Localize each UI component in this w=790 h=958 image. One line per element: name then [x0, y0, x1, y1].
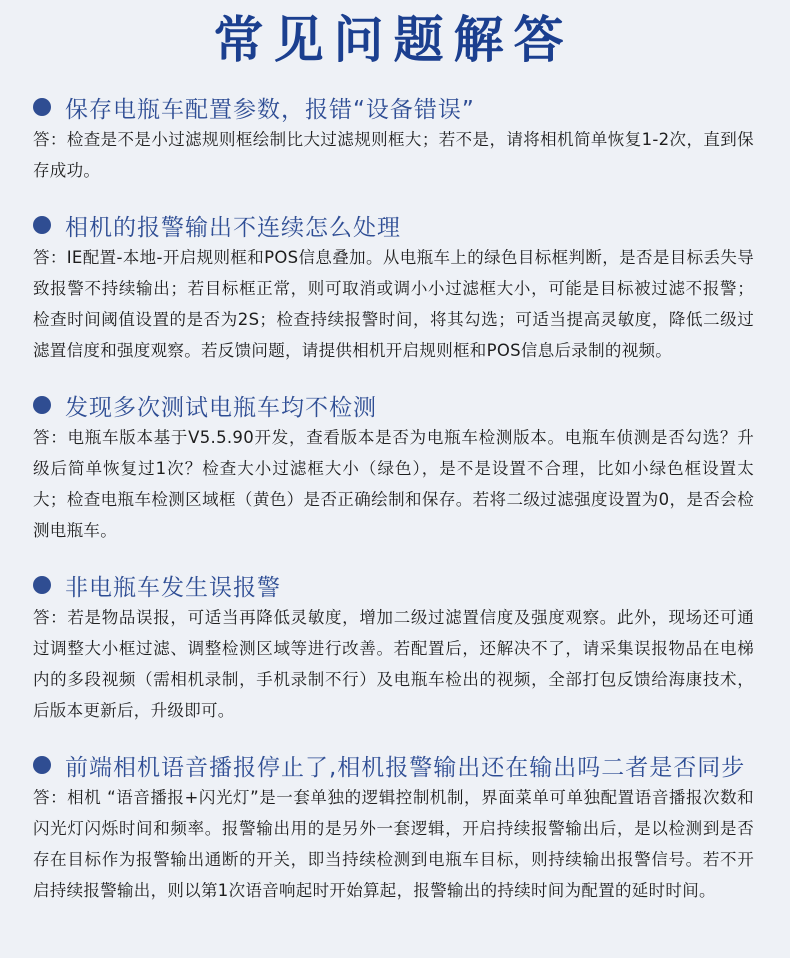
faq-question-row	[33, 90, 754, 124]
faq-item	[33, 388, 754, 546]
faq-answer-text: 电瓶车版本基于V5.5.90开发，查看版本是否为电瓶车检测版本。电瓶车侦测是否勾选？升级后简单恢复过1次？检查大小过滤框大小（绿色），是不是设置不合理，比如小绿色框设置太大；检查电瓶车检测区域框（黄色）是否正确绘制和保存。若将二级过滤强度设置为0，是否会检测电瓶车。	[33, 428, 754, 540]
bullet-dot-icon	[33, 396, 51, 414]
answer-prefix: 答：	[33, 608, 68, 627]
faq-answer-text: IE配置-本地-开启规则框和POS信息叠加。从电瓶车上的绿色目标框判断，是否是目标丢失导致报警不持续输出；若目标框正常，则可取消或调小小过滤框大小，可能是目标被过滤不报警；检查时间阈值设置的是否为2S；检查持续报警时间，将其勾选；可适当提高灵敏度，降低二级过滤置信度和强度观察。若反馈问题，请提供相机开启规则框和POS信息后录制的视频。	[33, 248, 754, 360]
faq-answer-text: 检查是不是小过滤规则框绘制比大过滤规则框大；若不是，请将相机简单恢复1-2次，直到保存成功。	[33, 130, 754, 180]
faq-question: 相机的报警输出不连续怎么处理	[65, 214, 401, 241]
faq-answer	[33, 124, 754, 186]
faq-answer-text: 若是物品误报，可适当再降低灵敏度，增加二级过滤置信度及强度观察。此外，现场还可通过调整大小框过滤、调整检测区域等进行改善。若配置后，还解决不了，请采集误报物品在电梯内的多段视频（需相机录制，手机录制不行）及电瓶车检出的视频，全部打包反馈给海康技术，后版本更新后，升级即可。	[33, 608, 754, 720]
answer-prefix: 答：	[33, 248, 67, 267]
faq-question: 前端相机语音播报停止了,相机报警输出还在输出吗二者是否同步	[65, 754, 746, 781]
bullet-dot-icon	[33, 216, 51, 234]
faq-item	[33, 90, 754, 186]
faq-question: 保存电瓶车配置参数，报错“设备错误”	[65, 96, 475, 123]
faq-item	[33, 568, 754, 726]
answer-prefix: 答：	[33, 130, 67, 149]
faq-question-row	[33, 568, 754, 602]
faq-item	[33, 208, 754, 366]
faq-answer	[33, 602, 754, 726]
faq-answer-text: 相机 “语音播报+闪光灯”是一套单独的逻辑控制机制，界面菜单可单独配置语音播报次数和闪光灯闪烁时间和频率。报警输出用的是另外一套逻辑，开启持续报警输出后，是以检测到是否存在目标作为报警输出通断的开关，即当持续检测到电瓶车目标，则持续输出报警信号。若不开启持续报警输出，则以第1次语音响起时开始算起，报警输出的持续时间为配置的延时时间。	[33, 788, 754, 900]
bullet-dot-icon	[33, 756, 51, 774]
faq-item	[33, 748, 754, 906]
page-title: 常见问题解答	[213, 11, 574, 69]
faq-question: 非电瓶车发生误报警	[65, 574, 281, 601]
answer-prefix: 答：	[33, 428, 68, 447]
answer-prefix: 答：	[33, 788, 68, 807]
faq-answer	[33, 242, 754, 366]
bullet-dot-icon	[33, 98, 51, 116]
faq-answer	[33, 422, 754, 546]
faq-answer	[33, 782, 754, 906]
faq-question-row	[33, 748, 754, 782]
bullet-dot-icon	[33, 576, 51, 594]
faq-question-row	[33, 388, 754, 422]
faq-question-row	[33, 208, 754, 242]
faq-question: 发现多次测试电瓶车均不检测	[65, 394, 377, 421]
